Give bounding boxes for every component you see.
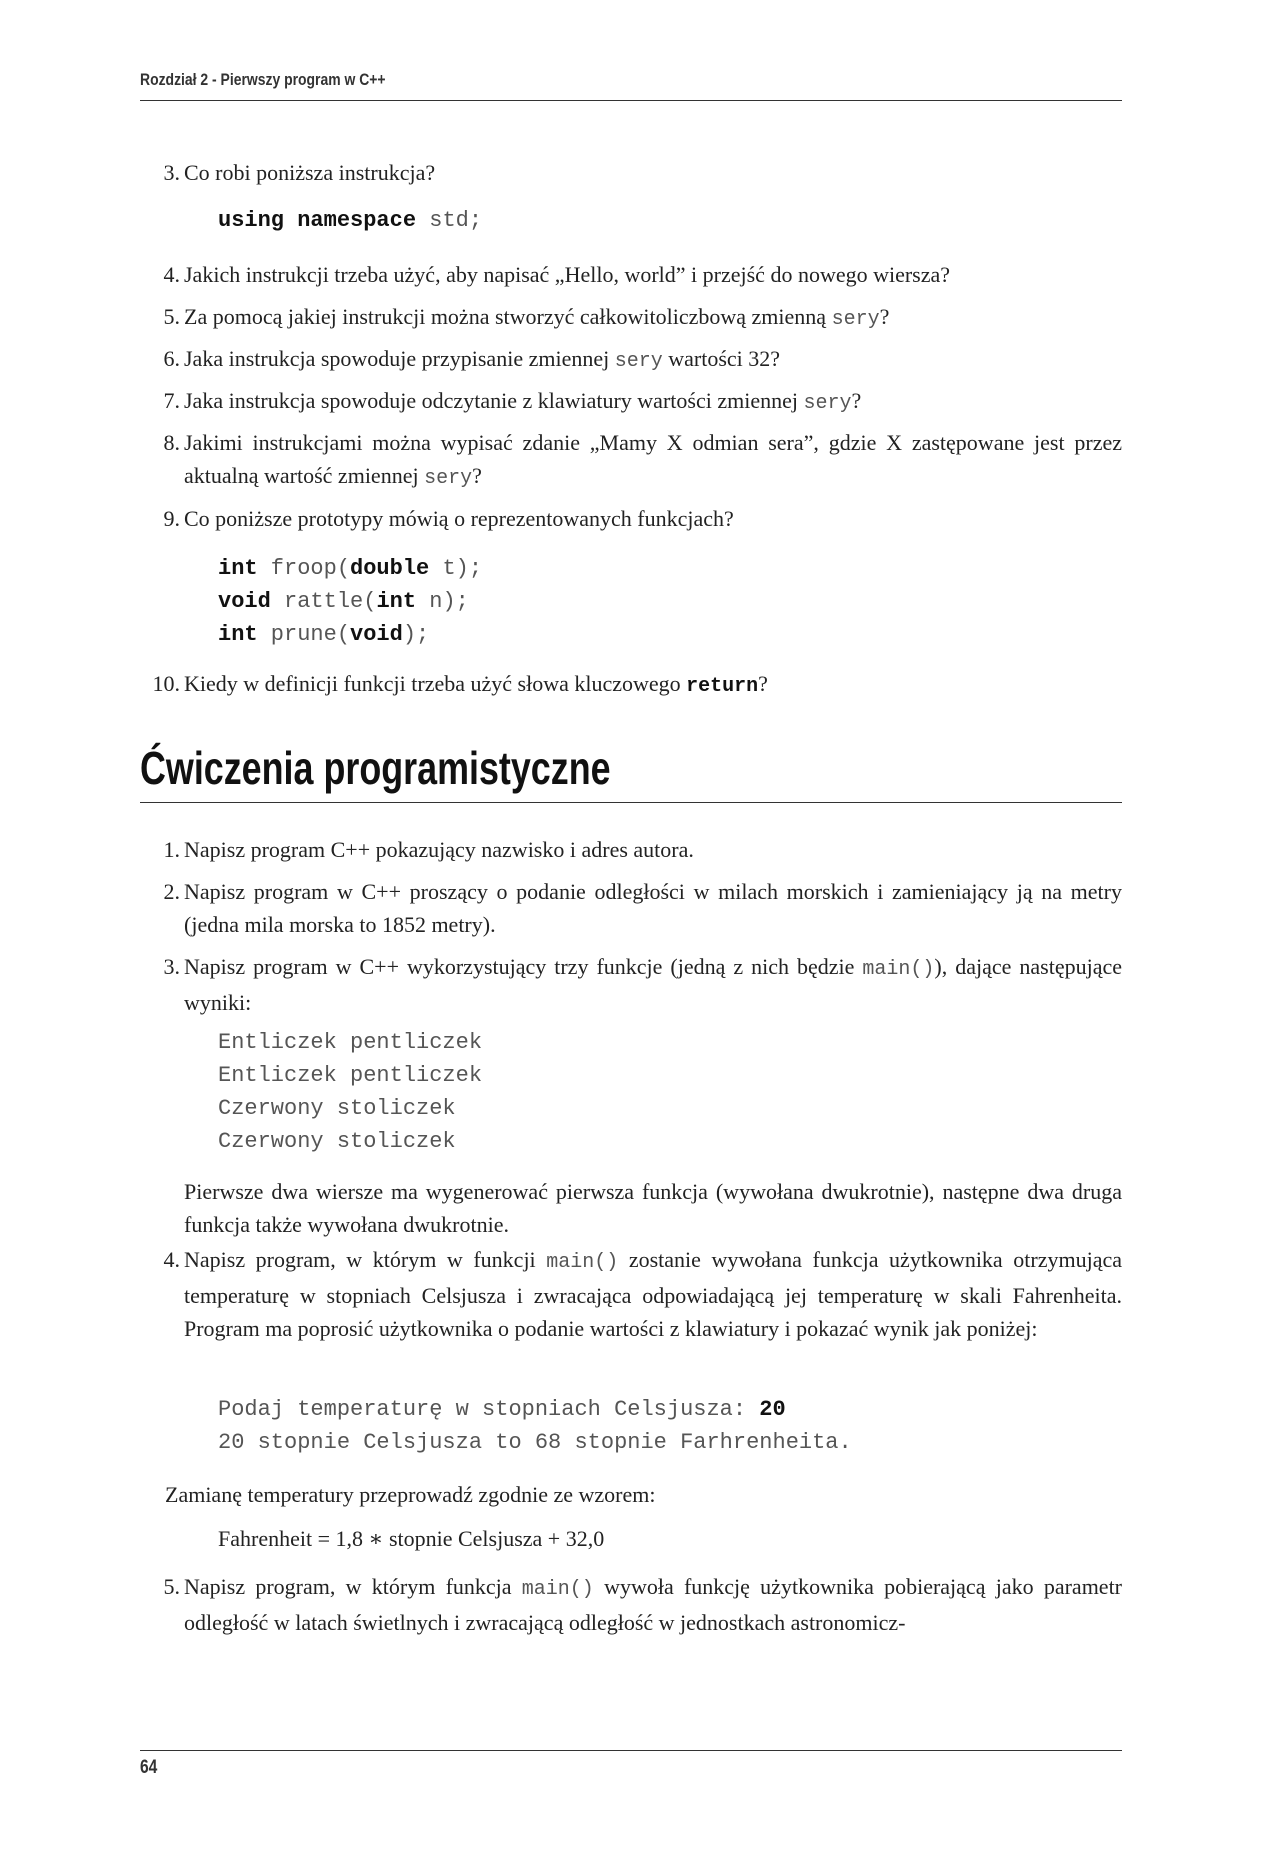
question-text — [184, 384, 1122, 420]
code-text: n); — [416, 589, 469, 614]
text-part: wartości 32? — [662, 346, 781, 371]
code-using-namespace — [218, 204, 482, 237]
code-text: froop( — [257, 556, 351, 581]
code-keyword: void — [350, 622, 403, 647]
question-number: 6. — [163, 346, 180, 371]
user-input: 20 — [759, 1397, 786, 1422]
code-text: rattle( — [270, 589, 377, 614]
formula: Fahrenheit = 1,8 ∗ stopnie Celsjusza + 32,0 — [218, 1526, 605, 1551]
inline-code: sery — [803, 392, 852, 415]
text-part: Jaka instrukcja spowoduje przypisanie zmiennej — [184, 346, 615, 371]
question-number: 9. — [163, 506, 180, 531]
exercise-number: 3. — [163, 954, 180, 979]
inline-code: sery — [831, 308, 880, 331]
code-text: t); — [429, 556, 483, 581]
text-part: Napisz program w C++ wykorzystujący trzy funkcje (jedną z nich będzie — [184, 954, 863, 979]
exercise-number: 1. — [163, 837, 180, 862]
section-title: Ćwiczenia programistyczne — [140, 742, 611, 794]
question-number: 7. — [163, 388, 180, 413]
inline-code: sery — [424, 467, 473, 490]
question-number: 3. — [163, 160, 180, 185]
exercise-text: Napisz program C++ pokazujący nazwisko i adres autora. — [184, 837, 694, 862]
question-text: Jakich instrukcji trzeba użyć, aby napisać „Hello, world” i przejść do nowego wiersza? — [184, 262, 951, 287]
code-text: std; — [416, 208, 483, 233]
exercise-text: Napisz program w C++ proszący o podanie odległości w milach morskich i zamieniający ją na metry (jedna mila morska to 1852 metry). — [184, 879, 1122, 937]
text-part: Napisz program, w którym funkcja — [184, 1574, 522, 1599]
output-line: Entliczek pentliczek — [218, 1030, 483, 1055]
text-part: ? — [879, 304, 890, 329]
text-part: Jaka instrukcja spowoduje odczytanie z klawiatury wartości zmiennej — [184, 388, 804, 413]
text-part: Jakimi instrukcjami można wypisać zdanie „Mamy X odmian sera”, gdzie X zastępowane jest przez aktualną wartość zmiennej — [184, 430, 1122, 488]
question-number: 4. — [163, 262, 180, 287]
inline-code: main() — [546, 1251, 619, 1274]
inline-code: main() — [862, 958, 935, 981]
exercise-3-note: Pierwsze dwa wiersze ma wygenerować pierwsza funkcja (wywołana dwukrotnie), następne dwa druga funkcja także wywołana dwukrotnie. — [184, 1179, 1122, 1237]
question-text — [184, 667, 1122, 703]
code-keyword: double — [350, 556, 430, 581]
question-text — [184, 300, 1122, 336]
output-line: Czerwony stoliczek — [218, 1096, 456, 1121]
text-part: ), dające następujące wyniki: — [184, 954, 1122, 1015]
text-part: ? — [758, 671, 768, 696]
exercise-text — [184, 1570, 1122, 1639]
text-part: ? — [851, 388, 862, 413]
text-part: ? — [472, 463, 482, 488]
formula-intro: Zamianę temperatury przeprowadź zgodnie ze wzorem: — [165, 1482, 656, 1507]
code-prototype — [218, 585, 469, 618]
code-keyword: using namespace — [218, 208, 417, 233]
question-number: 5. — [163, 304, 180, 329]
output-result-line: 20 stopnie Celsjusza to 68 stopnie Farhrenheita. — [218, 1430, 852, 1455]
page-number: 64 — [140, 1757, 158, 1778]
inline-code: main() — [521, 1578, 594, 1601]
code-keyword: void — [218, 589, 271, 614]
inline-code: sery — [614, 350, 663, 373]
output-line: Czerwony stoliczek — [218, 1129, 456, 1154]
question-text: Co robi poniższa instrukcja? — [184, 160, 436, 185]
section-rule — [140, 802, 1122, 803]
exercise-text — [184, 1243, 1122, 1345]
exercise-number: 2. — [163, 879, 180, 904]
code-keyword: int — [218, 622, 258, 647]
running-head: Rozdział 2 - Pierwszy program w C++ — [140, 70, 386, 89]
question-number: 8. — [163, 430, 180, 455]
question-number: 10. — [152, 671, 180, 696]
text-part: Za pomocą jakiej instrukcji można stworzyć całkowitoliczbową zmienną — [184, 304, 832, 329]
code-keyword: int — [218, 556, 258, 581]
output-line: Entliczek pentliczek — [218, 1063, 483, 1088]
code-prototype — [218, 552, 482, 585]
output-text: Podaj temperaturę w stopniach Celsjusza: — [218, 1397, 760, 1422]
text-part: zostanie wywołana funkcja użytkownika otrzymująca temperaturę w stopniach Celsjusza i zwracająca odpowiadającą jej temperaturę w skali Fahrenheita. Program ma poprosić użytkownika o podanie wartości z klawiatury i pokazać wynik jak poniżej: — [184, 1247, 1122, 1341]
header-rule — [140, 100, 1122, 101]
exercise-number: 4. — [163, 1247, 180, 1272]
question-text — [184, 426, 1122, 495]
question-text: Co poniższe prototypy mówią o reprezentowanych funkcjach? — [184, 506, 734, 531]
code-text: ); — [402, 622, 430, 647]
text-part: Napisz program, w którym w funkcji — [184, 1247, 547, 1272]
book-page — [140, 60, 1123, 1778]
inline-code: return — [686, 675, 759, 698]
code-keyword: int — [376, 589, 417, 614]
question-text — [184, 342, 1122, 378]
code-prototype — [218, 618, 429, 651]
exercise-number: 5. — [163, 1574, 180, 1599]
output-prompt-line — [218, 1393, 786, 1426]
exercise-text — [184, 950, 1122, 1019]
code-text: prune( — [257, 622, 351, 647]
text-part: wywoła funkcję użytkownika pobierającą jako parametr odległość w latach świetlnych i zwracającą odległość w jednostkach astronomicz- — [184, 1574, 1123, 1635]
text-part: Kiedy w definicji funkcji trzeba użyć słowa kluczowego — [184, 671, 687, 696]
footer-rule — [140, 1750, 1122, 1751]
